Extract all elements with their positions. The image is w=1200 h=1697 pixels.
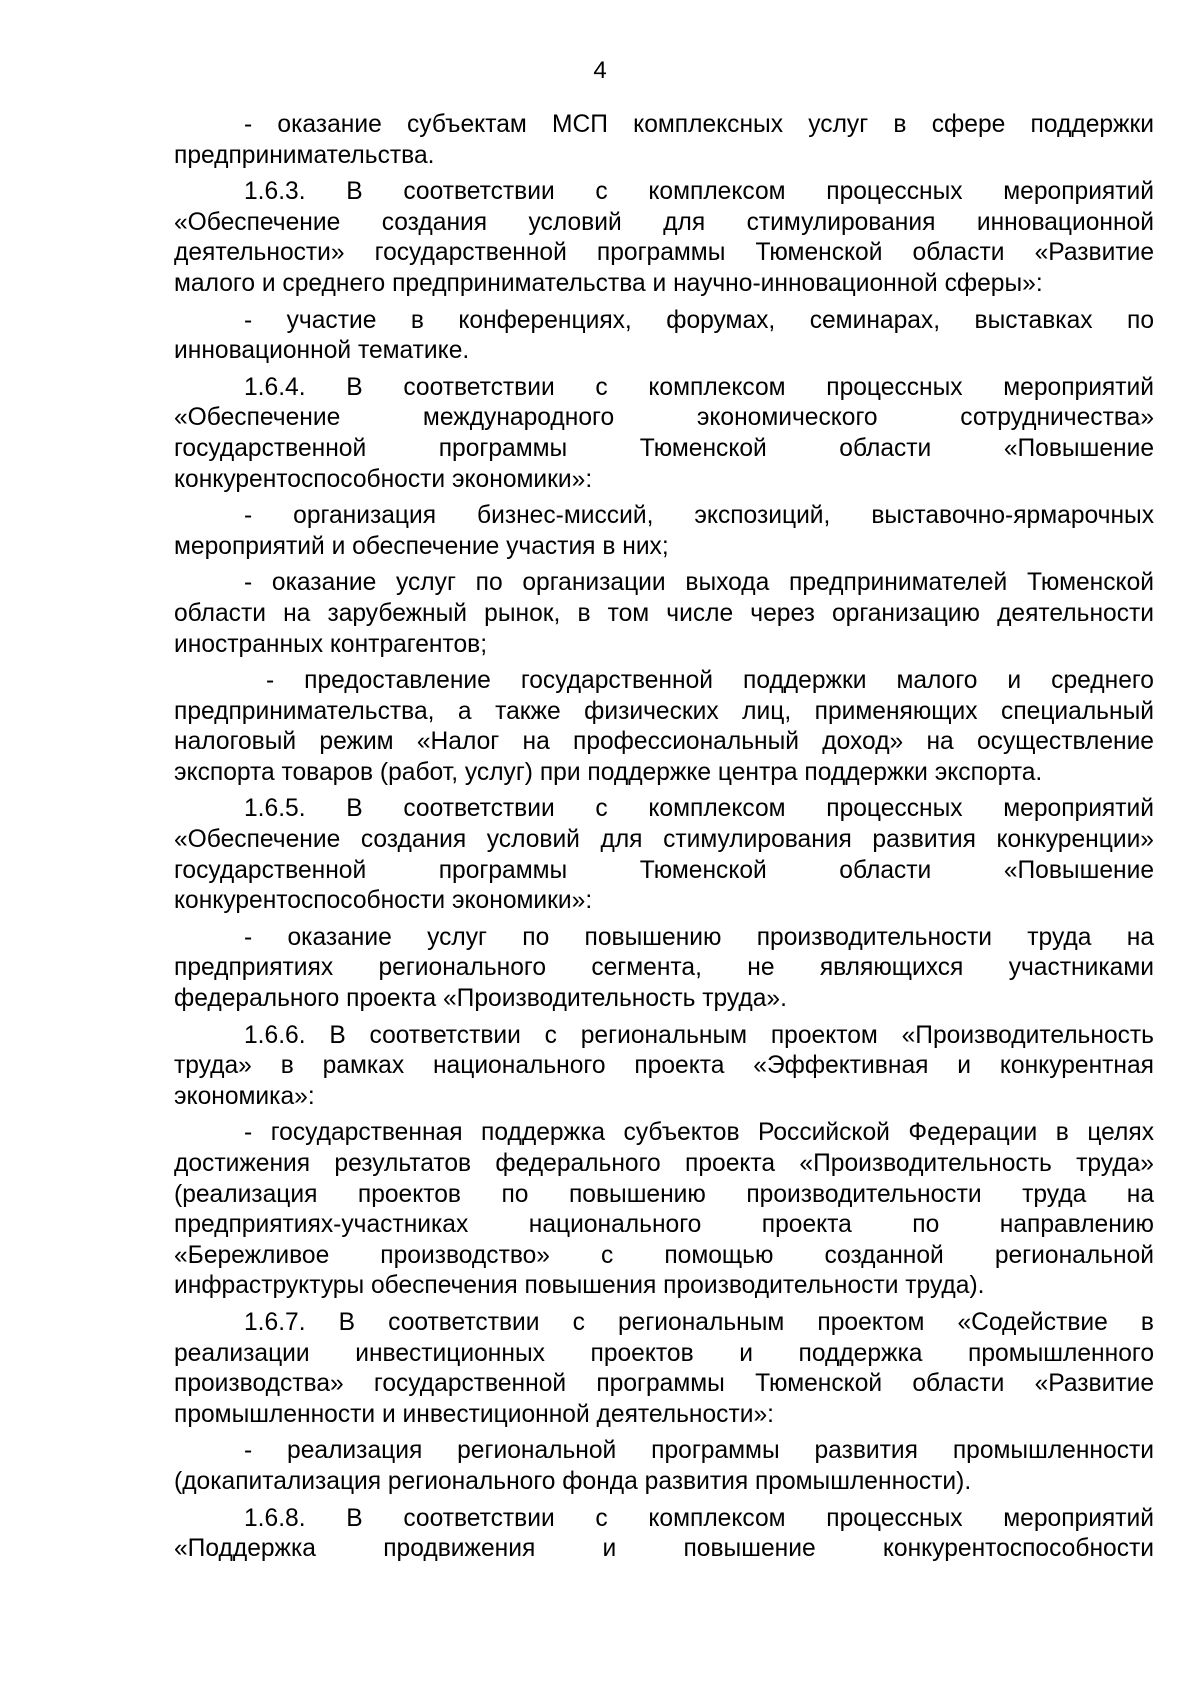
paragraph-line: - организация бизнес-миссий, экспозиций, выставочно-ярмарочных [244, 502, 1154, 530]
paragraph-line: инфраструктуры обеспечения повышения производительности труда). [174, 1272, 985, 1300]
paragraph-line: - участие в конференциях, форумах, семинарах, выставках по [244, 306, 1154, 334]
page-number: 4 [593, 57, 607, 84]
paragraph-line: реализации инвестиционных проектов и поддержка промышленного [174, 1339, 1154, 1367]
paragraph [174, 1504, 1154, 1565]
paragraph-line: - оказание услуг по организации выхода предпринимателей Тюменской [244, 569, 1154, 597]
paragraph [174, 306, 1154, 367]
paragraph [174, 1436, 1154, 1497]
paragraph [174, 110, 1154, 171]
paragraph-line: предприятиях-участниках национального проекта по направлению [174, 1211, 1154, 1239]
paragraph-line: иностранных контрагентов; [174, 630, 488, 658]
paragraph-line: «Бережливое производство» с помощью созданной региональной [174, 1241, 1154, 1269]
paragraph [174, 1021, 1154, 1113]
paragraph-line: государственной программы Тюменской области «Повышение [174, 856, 1154, 884]
paragraph-line: - государственная поддержка субъектов Российской Федерации в целях [244, 1119, 1154, 1147]
paragraph [174, 1118, 1154, 1302]
paragraph-line: 1.6.7. В соответствии с региональным проектом «Содействие в [244, 1308, 1154, 1336]
paragraph-line: инновационной тематике. [174, 337, 470, 365]
paragraph [174, 1308, 1154, 1430]
paragraph-line: области на зарубежный рынок, в том числе через организацию деятельности [174, 599, 1154, 627]
paragraph-line: «Поддержка продвижения и повышение конкурентоспособности [174, 1535, 1154, 1563]
paragraph-line: экономика»: [174, 1082, 315, 1110]
paragraph-line: конкурентоспособности экономики»: [174, 887, 593, 915]
paragraph-line: - оказание услуг по повышению производительности труда на [244, 923, 1154, 951]
paragraph-line: «Обеспечение создания условий для стимулирования развития конкуренции» [174, 826, 1154, 854]
paragraph-line: 1.6.8. В соответствии с комплексом процессных мероприятий [244, 1504, 1154, 1532]
paragraph-line: государственной программы Тюменской области «Повышение [174, 434, 1154, 462]
paragraph-line: (докапитализация регионального фонда развития промышленности). [174, 1467, 972, 1495]
paragraph [174, 373, 1154, 495]
paragraph-line: налоговый режим «Налог на профессиональный доход» на осуществление [174, 728, 1154, 756]
paragraph-line: производства» государственной программы Тюменской области «Развитие [174, 1370, 1154, 1398]
paragraph [174, 794, 1154, 916]
paragraph-line: 1.6.5. В соответствии с комплексом процессных мероприятий [244, 795, 1154, 823]
paragraph-line: конкурентоспособности экономики»: [174, 465, 593, 493]
paragraph [174, 568, 1154, 660]
document-body [174, 110, 1154, 1571]
paragraph-line: предприятиях регионального сегмента, не являющихся участниками [174, 954, 1154, 982]
paragraph-line: промышленности и инвестиционной деятельности»: [174, 1400, 774, 1428]
paragraph [174, 923, 1154, 1015]
paragraph-line: 1.6.6. В соответствии с региональным проектом «Производительность [244, 1021, 1154, 1049]
paragraph-line: предпринимательства, а также физических лиц, применяющих специальный [174, 697, 1154, 725]
paragraph [174, 501, 1154, 562]
paragraph-line: «Обеспечение создания условий для стимулирования инновационной [174, 208, 1154, 236]
paragraph-line: 1.6.3. В соответствии с комплексом процессных мероприятий [244, 178, 1154, 206]
paragraph-line: труда» в рамках национального проекта «Эффективная и конкурентная [174, 1052, 1154, 1080]
paragraph [174, 177, 1154, 299]
paragraph-line: 1.6.4. В соответствии с комплексом процессных мероприятий [244, 373, 1154, 401]
paragraph-line: экспорта товаров (работ, услуг) при поддержке центра поддержки экспорта. [174, 758, 1043, 786]
paragraph-line: - предоставление государственной поддержки малого и среднего [266, 667, 1154, 695]
paragraph-line: мероприятий и обеспечение участия в них; [174, 532, 669, 560]
paragraph-line: предпринимательства. [174, 141, 435, 169]
paragraph-line: деятельности» государственной программы Тюменской области «Развитие [174, 239, 1154, 267]
paragraph [174, 666, 1154, 788]
paragraph-line: - реализация региональной программы развития промышленности [244, 1437, 1154, 1465]
paragraph-line: (реализация проектов по повышению производительности труда на [174, 1180, 1154, 1208]
paragraph-line: достижения результатов федерального проекта «Производительность труда» [174, 1150, 1154, 1177]
paragraph-line: - оказание субъектам МСП комплексных услуг в сфере поддержки [244, 111, 1154, 138]
paragraph-line: «Обеспечение международного экономического сотрудничества» [174, 404, 1154, 432]
paragraph-line: малого и среднего предпринимательства и научно-инновационной сферы»: [174, 269, 1043, 297]
paragraph-line: федерального проекта «Производительность труда». [174, 985, 787, 1013]
